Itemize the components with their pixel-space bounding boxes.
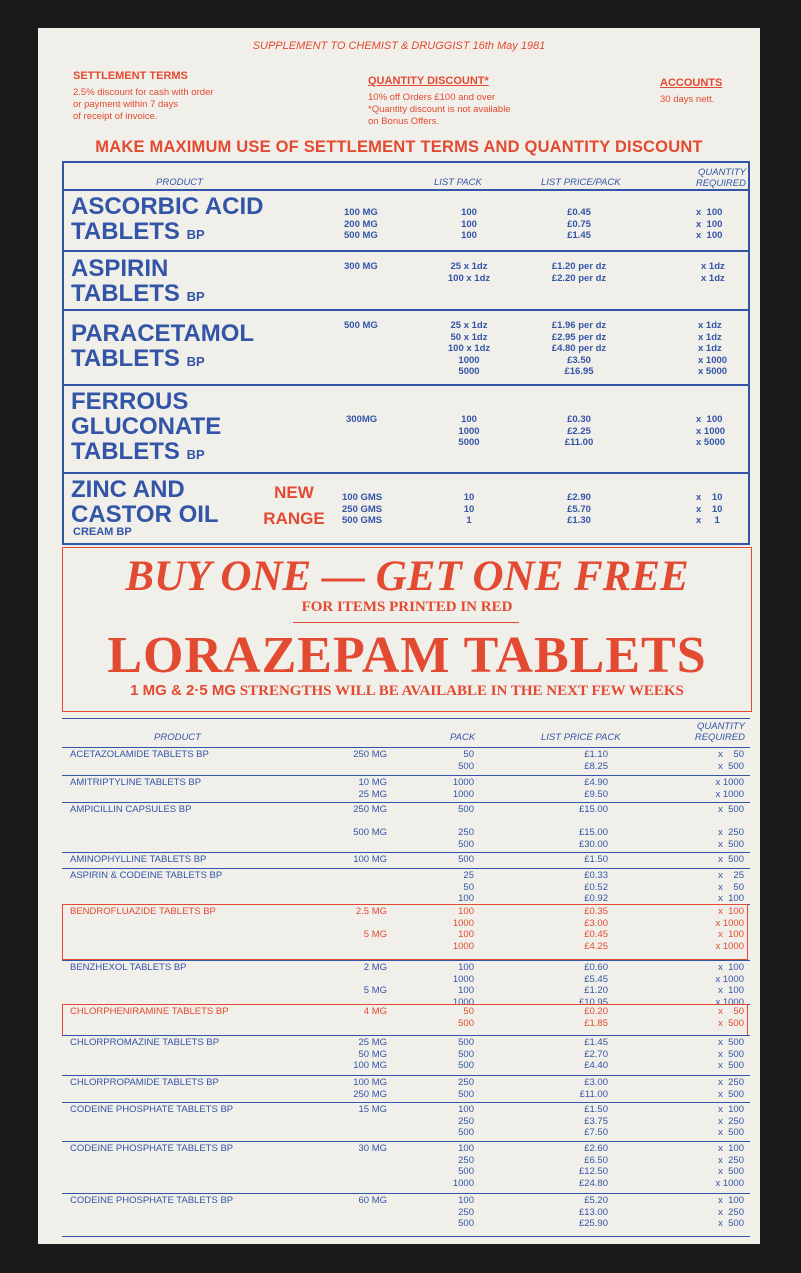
- product-name: AMITRIPTYLINE TABLETS BP: [70, 777, 202, 788]
- product-name: CODEINE PHOSPHATE TABLETS BP: [70, 1195, 234, 1206]
- row-separator: [62, 1193, 750, 1194]
- accounts-body: 30 days nett.: [660, 94, 715, 105]
- price: £1.96 per dz £2.95 per dz £4.80 per dz £3.50 £16.95: [551, 320, 607, 377]
- price: £0.45 £0.75 £1.45: [567, 207, 591, 241]
- supplement-sheet: [38, 28, 760, 1244]
- strength: 2.5 MG 5 MG: [355, 906, 387, 940]
- strength: 300 MG: [344, 261, 378, 272]
- lorazepam-headline: LORAZEPAM TABLETS: [107, 627, 707, 684]
- qty: x 10 x 10 x 1: [696, 492, 723, 526]
- qty: x 1dz x 1dz x 1dz x 1000 x 5000: [698, 320, 728, 377]
- list-price: £4.90 £9.50: [584, 777, 608, 800]
- strength: 100 MG: [353, 854, 387, 865]
- settlement-title: SETTLEMENT TERMS: [73, 70, 188, 82]
- strength: 250 MG: [353, 749, 387, 760]
- pack: 500 250 500: [458, 804, 474, 850]
- featured-row-ferrous: [64, 384, 748, 472]
- qty-required: x 500 x 250 x 500: [718, 804, 744, 850]
- list-price: £15.00 £15.00 £30.00: [578, 804, 608, 850]
- row-separator: [62, 868, 750, 869]
- strength: 100 GMS 250 GMS 500 GMS: [342, 492, 383, 526]
- row-separator: [62, 1075, 750, 1076]
- col-product: PRODUCT: [154, 732, 201, 743]
- price: £1.20 per dz £2.20 per dz: [551, 261, 607, 284]
- red-offer-box: [62, 1004, 748, 1036]
- pack: 25 x 1dz 50 x 1dz 100 x 1dz 1000 5000: [447, 320, 491, 377]
- list-price: £1.50: [584, 854, 608, 865]
- row-separator: [62, 747, 750, 748]
- pack: 25 x 1dz 100 x 1dz: [447, 261, 491, 284]
- pack: 50 500: [458, 1006, 474, 1029]
- qty: x 100 x 100 x 100: [696, 207, 723, 241]
- promo-divider: [293, 622, 519, 623]
- col-pack: PACK: [450, 732, 476, 743]
- strength: 100 MG 200 MG 500 MG: [344, 207, 378, 241]
- list-price: £5.20 £13.00 £25.90: [578, 1195, 608, 1229]
- col-list-pack: LIST PACK: [434, 177, 482, 188]
- red-offer-box: [62, 904, 748, 960]
- row-separator: [62, 852, 750, 853]
- product-name: CODEINE PHOSPHATE TABLETS BP: [70, 1143, 234, 1154]
- table-bottom-rule: [62, 1236, 750, 1237]
- supplement-header: SUPPLEMENT TO CHEMIST & DRUGGIST 16th May 1981: [252, 40, 546, 52]
- buy-one-get-one-promo: [62, 547, 752, 712]
- pack: 100 250 500: [458, 1104, 474, 1138]
- pack: 100 250 500 1000: [452, 1143, 474, 1189]
- accounts-title: ACCOUNTS: [660, 77, 723, 89]
- quantity-discount-body: 10% off Orders £100 and over *Quantity discount is not available on Bonus Offers.: [368, 92, 511, 127]
- quantity-discount: [368, 75, 598, 128]
- pack: 100 100 100: [461, 207, 477, 241]
- product-name: ACETAZOLAMIDE TABLETS BP: [70, 749, 209, 760]
- list-price: £0.35 £3.00 £0.45 £4.25: [584, 906, 608, 952]
- product-name: CHLORPROMAZINE TABLETS BP: [70, 1037, 220, 1048]
- strength: 250 MG 500 MG: [353, 804, 387, 838]
- qty: x 100 x 1000 x 5000: [696, 414, 726, 448]
- buy-one-headline: BUY ONE — GET ONE FREE: [125, 553, 689, 600]
- strengths-note: 1 MG & 2·5 MG STRENGTHS WILL BE AVAILABLE IN THE NEXT FEW WEEKS: [130, 682, 684, 699]
- featured-row-ascorbic: [64, 189, 748, 250]
- qty: x 1dz x 1dz: [701, 261, 725, 284]
- pack: 100 1000 5000: [458, 414, 480, 448]
- settlement-body: 2.5% discount for cash with order or payment within 7 days of receipt of invoice.: [73, 87, 214, 122]
- row-separator: [62, 775, 750, 776]
- product-name: CODEINE PHOSPHATE TABLETS BP: [70, 1104, 234, 1115]
- qty-required: x 100 x 250 x 500 x 1000: [715, 1143, 744, 1189]
- row-separator: [62, 1102, 750, 1103]
- product-name: FERROUS GLUCONATE TABLETS BP: [71, 388, 222, 465]
- qty-required: x 1000 x 1000: [715, 777, 744, 800]
- list-price: £3.00 £11.00: [579, 1077, 608, 1100]
- product-name: ZINC AND CASTOR OIL: [71, 476, 219, 528]
- qty-required: x 25 x 50 x 100: [718, 870, 744, 904]
- list-price: £0.33 £0.52 £0.92: [584, 870, 608, 904]
- product-name: AMINOPHYLLINE TABLETS BP: [70, 854, 207, 865]
- product-name: BENZHEXOL TABLETS BP: [70, 962, 187, 973]
- quantity-discount-title: QUANTITY DISCOUNT*: [368, 75, 489, 87]
- product-name: BENDROFLUAZIDE TABLETS BP: [70, 906, 216, 917]
- accounts: [660, 77, 755, 106]
- col-list-price-pack: LIST PRICE PACK: [541, 732, 621, 743]
- product-name: ASCORBIC ACID TABLETS BP: [71, 193, 264, 245]
- product-subtitle: CREAM BP: [73, 526, 132, 538]
- strength: 2 MG 5 MG: [363, 962, 387, 996]
- qty-required: x 500: [718, 854, 744, 865]
- range-label: RANGE: [263, 509, 325, 528]
- pack: 100 1000 100 1000: [452, 906, 474, 952]
- pack: 10 10 1: [463, 492, 475, 526]
- pack: 100 250 500: [458, 1195, 474, 1229]
- qty-required: x 500 x 500 x 500: [718, 1037, 744, 1071]
- list-price: £1.45 £2.70 £4.40: [584, 1037, 608, 1071]
- pack: 500: [458, 854, 474, 865]
- product-name: ASPIRIN TABLETS BP: [71, 255, 205, 307]
- pack: 500 500 500: [458, 1037, 474, 1071]
- header-rule: [62, 718, 750, 719]
- featured-row-paracetamol: [64, 309, 748, 384]
- list-price: £2.60 £6.50 £12.50 £24.80: [578, 1143, 608, 1189]
- strength: 30 MG: [358, 1143, 387, 1154]
- list-price: £1.10 £8.25: [584, 749, 608, 772]
- qty-required: x 250 x 500: [718, 1077, 744, 1100]
- qty-required: x 100 x 1000 x 100 x 1000: [715, 906, 744, 952]
- qty-required: x 100 x 1000 x 100 x 1000: [715, 962, 744, 1008]
- qty-required: x 100 x 250 x 500: [718, 1104, 744, 1138]
- strength: 100 MG 250 MG: [353, 1077, 387, 1100]
- featured-row-zinc-castor: [64, 472, 748, 545]
- product-name: ASPIRIN & CODEINE TABLETS BP: [70, 870, 223, 881]
- price: £0.30 £2.25 £11.00: [564, 414, 594, 448]
- product-name: AMPICILLIN CAPSULES BP: [70, 804, 192, 815]
- settlement-terms: [73, 70, 273, 123]
- list-price: £0.20 £1.85: [584, 1006, 608, 1029]
- featured-row-aspirin: [64, 250, 748, 309]
- row-separator: [62, 960, 750, 961]
- strength: 10 MG 25 MG: [358, 777, 387, 800]
- make-maximum-banner: MAKE MAXIMUM USE OF SETTLEMENT TERMS AND QUANTITY DISCOUNT: [95, 138, 703, 156]
- qty-required: x 50 x 500: [718, 749, 744, 772]
- product-name: CHLORPROPAMIDE TABLETS BP: [70, 1077, 219, 1088]
- price: £2.90 £5.70 £1.30: [567, 492, 591, 526]
- strength: 4 MG: [363, 1006, 387, 1017]
- qty-required: x 50 x 500: [718, 1006, 744, 1029]
- row-separator: [62, 802, 750, 803]
- featured-products-table: [62, 161, 750, 545]
- for-items-printed-red: FOR ITEMS PRINTED IN RED: [301, 599, 513, 615]
- product-name: CHLORPHENIRAMINE TABLETS BP: [70, 1006, 229, 1017]
- product-name: PARACETAMOL TABLETS BP: [71, 320, 255, 372]
- row-separator: [62, 1035, 750, 1036]
- col-qty-required: QUANTITY REQUIRED: [694, 721, 745, 743]
- col-qty-required: QUANTITY REQUIRED: [695, 167, 746, 189]
- strength: 300MG: [346, 414, 378, 425]
- col-list-price: LIST PRICE/PACK: [541, 177, 621, 188]
- strength: 60 MG: [358, 1195, 387, 1206]
- col-product: PRODUCT: [156, 177, 203, 188]
- qty-required: x 100 x 250 x 500: [718, 1195, 744, 1229]
- pack: 100 1000 100 1000: [452, 962, 474, 1008]
- row-separator: [62, 1141, 750, 1142]
- pack: 25 50 100: [458, 870, 474, 904]
- strength: 25 MG 50 MG 100 MG: [353, 1037, 387, 1071]
- pack: 1000 1000: [452, 777, 474, 800]
- strength: 15 MG: [358, 1104, 387, 1115]
- new-label: NEW: [274, 483, 314, 502]
- strength: 500 MG: [344, 320, 378, 331]
- list-price: £1.50 £3.75 £7.50: [584, 1104, 608, 1138]
- pack: 50 500: [458, 749, 474, 772]
- pack: 250 500: [458, 1077, 474, 1100]
- list-price: £0.60 £5.45 £1.20 £10.95: [578, 962, 608, 1008]
